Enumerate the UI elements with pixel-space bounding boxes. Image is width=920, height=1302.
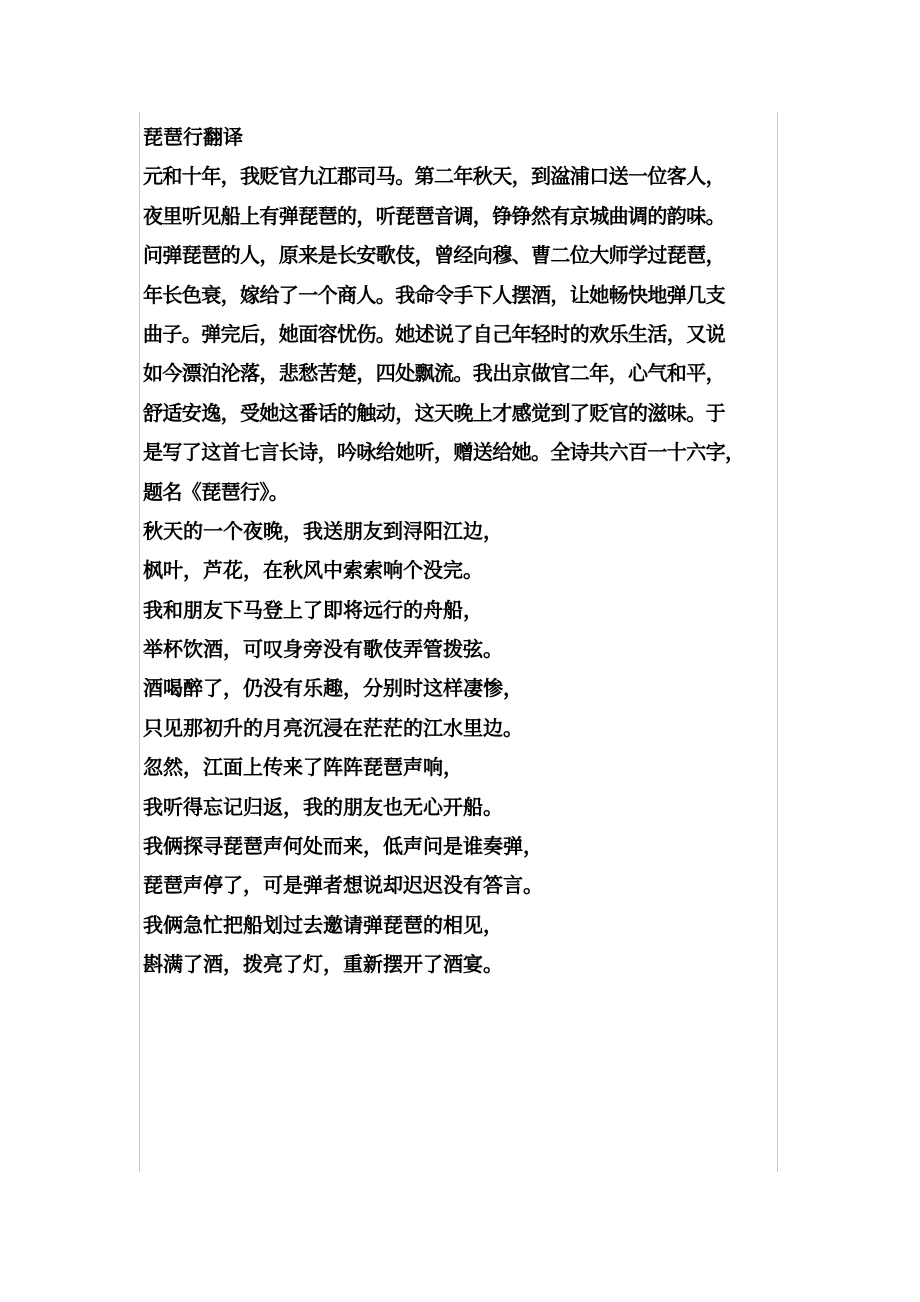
right-border-line bbox=[777, 112, 778, 1172]
verse-line: 我听得忘记归返，我的朋友也无心开船。 bbox=[143, 794, 503, 819]
left-border-line bbox=[139, 112, 140, 1172]
preface-line: 题名《琵琶行》。 bbox=[143, 479, 289, 504]
verse-line: 我俩急忙把船划过去邀请弹琵琶的相见， bbox=[143, 912, 503, 937]
preface-line: 舒适安逸，受她这番话的触动，这天晚上才感觉到了贬官的滋味。于 bbox=[143, 400, 725, 425]
verse-line: 我和朋友下马登上了即将远行的舟船， bbox=[143, 597, 483, 622]
preface-line: 年长色衰，嫁给了一个商人。我命令手下人摆酒，让她畅快地弹几支 bbox=[143, 282, 725, 307]
verse-line: 秋天的一个夜晚，我送朋友到浔阳江边， bbox=[143, 518, 503, 543]
verse-line: 酒喝醉了，仍没有乐趣，分别时这样凄惨， bbox=[143, 676, 523, 701]
verse-line: 只见那初升的月亮沉浸在茫茫的江水里边。 bbox=[143, 715, 523, 740]
preface-line: 是写了这首七言长诗，吟咏给她听，赠送给她。全诗共六百一十六字， bbox=[143, 440, 745, 465]
preface-line: 夜里听见船上有弹琵琶的，听琵琶音调，铮铮然有京城曲调的韵味。 bbox=[143, 203, 725, 228]
preface-line: 如今漂泊沦落，悲愁苦楚，四处飘流。我出京做官二年，心气和平， bbox=[143, 361, 725, 386]
verse-line: 举杯饮酒，可叹身旁没有歌伎弄管拨弦。 bbox=[143, 637, 503, 662]
document-title: 琵琶行翻译 bbox=[143, 125, 243, 149]
preface-line: 问弹琵琶的人，原来是长安歌伎，曾经向穆、曹二位大师学过琵琶， bbox=[143, 243, 725, 268]
verse-line: 枫叶，芦花，在秋风中索索响个没完。 bbox=[143, 558, 483, 583]
preface-paragraph bbox=[143, 157, 775, 512]
preface-line: 元和十年，我贬官九江郡司马。第二年秋天，到湓浦口送一位客人， bbox=[143, 164, 725, 189]
preface-line: 曲子。弹完后，她面容忧伤。她述说了自己年轻时的欢乐生活，又说 bbox=[143, 321, 725, 346]
document-body bbox=[143, 118, 775, 985]
verse-line: 琵琶声停了，可是弹者想说却迟迟没有答言。 bbox=[143, 873, 543, 898]
verse-line: 我俩探寻琵琶声何处而来，低声问是谁奏弹， bbox=[143, 834, 543, 859]
verse-line: 忽然，江面上传来了阵阵琵琶声响， bbox=[143, 755, 463, 780]
verse-line: 斟满了酒，拨亮了灯，重新摆开了酒宴。 bbox=[143, 952, 503, 977]
verse-translation bbox=[143, 512, 775, 985]
